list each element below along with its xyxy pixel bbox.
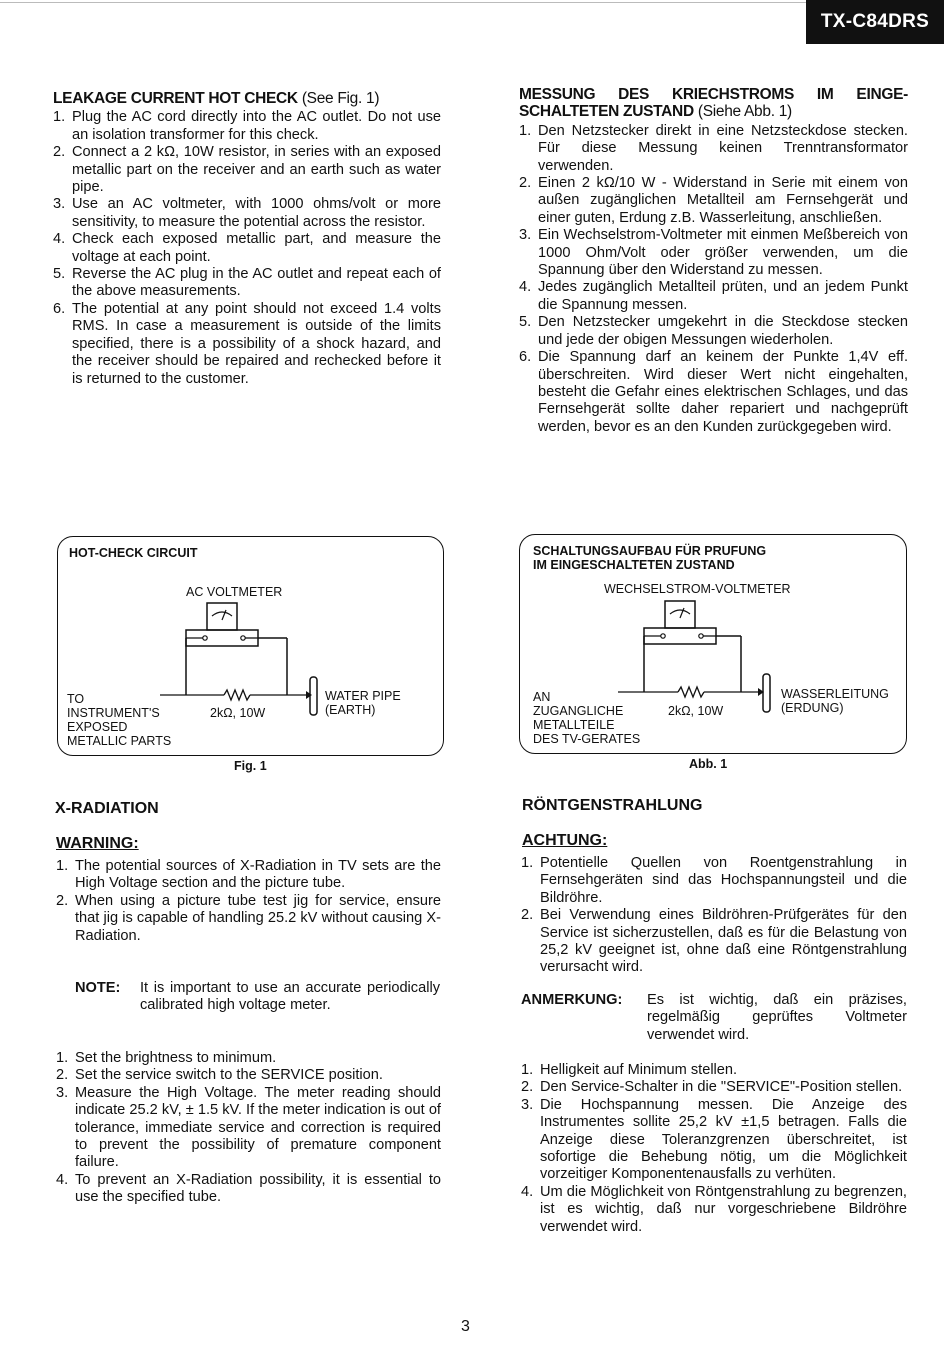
list-item: 3. Ein Wechselstrom-Voltmeter mit einmen Meßbereich von 1000 Ohm/Volt oder größer verwenden, um die Spannung über den Widerstand zu messen. <box>519 227 908 279</box>
list-item: 6. The potential at any point should not exceed 1.4 volts RMS. In case a measurement is outside of the limits specified, there is a possibility of a shock hazard, and the receiver should be repaired and rechecked before it is returned to the customer. <box>53 300 441 387</box>
en-note-text: It is important to use an accurate periodically calibrated high voltage meter. <box>140 980 440 1014</box>
list-item: 1. Helligkeit auf Minimum stellen. <box>521 1062 738 1078</box>
de-steps-list <box>521 1062 907 1236</box>
list-item: 5. Den Netzstecker umgekehrt in die Steckdose stecken und jede der obigen Messungen wiederholen. <box>519 314 908 348</box>
en-voltmeter-label: AC VOLTMETER <box>186 585 283 599</box>
en-leakage-section <box>53 90 441 388</box>
resistor-icon <box>678 687 704 697</box>
en-right-labels: WATER PIPE (EARTH) <box>325 689 401 717</box>
en-figure-title: HOT-CHECK CIRCUIT <box>69 546 198 560</box>
de-xray-list <box>521 855 907 977</box>
list-item: 5. Reverse the AC plug in the AC outlet and repeat each of the above measurements. <box>53 266 441 300</box>
en-leakage-heading <box>53 90 441 107</box>
list-item: 4. To prevent an X-Radiation possibility, it is essential to use the specified tube. <box>56 1171 441 1206</box>
de-xray-title: RÖNTGENSTRAHLUNG <box>522 797 703 814</box>
de-leakage-heading <box>519 86 908 121</box>
de-figure-title: SCHALTUNGSAUFBAU FÜR PRUFUNG IM EINGESCHALTETEN ZUSTAND <box>533 544 767 572</box>
water-pipe-icon <box>310 677 317 715</box>
list-item: 1. Plug the AC cord directly into the AC outlet. Do not use an isolation transformer for this check. <box>53 109 441 143</box>
top-rule <box>0 2 806 3</box>
water-pipe-icon <box>763 674 770 712</box>
list-item: 1. Den Netzstecker direkt in eine Netzsteckdose stecken. Für diese Messung keinen Trenntransformator verwenden. <box>519 122 908 174</box>
de-note-label: ANMERKUNG: <box>521 992 623 1008</box>
en-xray-steps <box>56 1050 441 1207</box>
de-note-text: Es ist wichtig, daß ein präzises, regelmäßig geprüftes Voltmeter verwendet wird. <box>647 992 907 1043</box>
de-warning-label: ACHTUNG: <box>522 832 608 849</box>
en-warning-label: WARNING: <box>56 835 139 852</box>
list-item: 2. When using a picture tube test jig for service, ensure that jig is capable of handling 25.2 kV without causing X-Radiation. <box>56 892 441 944</box>
en-note-label: NOTE: <box>75 980 121 996</box>
en-resistor-label: 2kΩ, 10W <box>210 706 266 720</box>
list-item: 2. Bei Verwendung eines Bildröhren-Prüfgerätes für den Service ist sicherzustellen, daß es für die Belastung von 25,2 kV geeignet ist, ohne daß eine Röntgenstrahlung verursacht wird. <box>521 907 907 976</box>
list-item: 2. Einen 2 kΩ/10 W - Widerstand in Serie mit einem von außen zugänglichen Metallteil am Fernsehgerät und einer guten, Erdung z.B. Wasserleitung, anschließen. <box>519 175 908 226</box>
de-leakage-title: MESSUNG DES KRIECHSTROMS IM EINGE-SCHALTETEN ZUSTAND <box>519 86 908 121</box>
list-item: 2. Den Service-Schalter in die "SERVICE"-Position stellen. <box>521 1079 903 1096</box>
list-item: 3. Use an AC voltmeter, with 1000 ohms/volt or more sensitivity, to measure the potential across the resistor. <box>53 196 441 230</box>
voltmeter-icon <box>207 603 237 630</box>
en-left-labels: TO INSTRUMENT'S EXPOSED METALLIC PARTS <box>67 692 172 748</box>
de-note <box>521 992 907 1044</box>
en-steps-list <box>56 1050 441 1207</box>
list-item: 1. Set the brightness to minimum. <box>56 1050 277 1066</box>
model-label: TX-C84DRS <box>806 0 944 44</box>
resistor-icon <box>224 690 250 700</box>
de-leakage-list <box>519 123 908 436</box>
en-xray-title: X-RADIATION <box>55 800 159 817</box>
de-xray-items <box>521 855 907 977</box>
voltmeter-icon <box>665 601 695 628</box>
de-left-labels: AN ZUGANGLICHE METALLTEILE DES TV-GERATES <box>533 690 641 746</box>
de-voltmeter-label: WECHSELSTROM-VOLTMETER <box>604 582 791 596</box>
de-right-labels: WASSERLEITUNG (ERDUNG) <box>781 687 889 715</box>
de-resistor-label: 2kΩ, 10W <box>668 704 724 718</box>
list-item: 1. Potentielle Quellen von Roentgenstrahlung in Fernsehgeräten sind das Hochspannungsteil und die Bildröhre. <box>521 855 907 906</box>
en-leakage-list <box>53 109 441 388</box>
en-xray-items <box>56 858 441 945</box>
page-number: 3 <box>461 1318 470 1335</box>
list-item: 6. Die Spannung darf an keinem der Punkte 1,4V eff. überschreiten. Wird dieser Wert nicht eingehalten, besteht die Gefahr eines elektrischen Schlages, und das Fernsehgerät sollte daher repariert und nachgeprüft werden, bevor es an den Kunden zurückgegeben wird. <box>519 349 908 435</box>
list-item: 4. Jedes zugänglich Metallteil prüten, und an jedem Punkt die Spannung messen. <box>519 279 908 313</box>
de-leakage-title-ref: (Siehe Abb. 1) <box>693 103 792 121</box>
list-item: 3. Measure the High Voltage. The meter reading should indicate 25.2 kV, ± 1.5 kV. If the meter indication is out of tolerance, immediate service and correction is required to prevent the possibility of premature component failure. <box>56 1084 441 1171</box>
en-leakage-title: LEAKAGE CURRENT HOT CHECK <box>53 90 298 107</box>
en-figure-caption: Fig. 1 <box>234 759 267 773</box>
en-xray-list <box>56 858 441 945</box>
list-item: 3. Die Hochspannung messen. Die Anzeige des Instrumentes sollite 25,2 kV ±1,5 betragen. Falls die Anzeige diese Toleranzgrenzen überschreitet, ist sofortige die Behebung nötig, um die Möglichkeit vorzeitiger Komponentenausfalls zu verhüten. <box>521 1096 907 1183</box>
en-note <box>75 980 440 1015</box>
de-xray-steps <box>521 1062 907 1236</box>
list-item: 2. Set the service switch to the SERVICE position. <box>56 1067 383 1084</box>
list-item: 2. Connect a 2 kΩ, 10W resistor, in series with an exposed metallic part on the receiver and an earth such as water pipe. <box>53 144 441 196</box>
list-item: 4. Check each exposed metallic part, and measure the voltage at each point. <box>53 231 441 265</box>
de-leakage-section <box>519 86 908 436</box>
list-item: 1. The potential sources of X-Radiation in TV sets are the High Voltage section and the picture tube. <box>56 858 441 892</box>
en-leakage-title-ref: (See Fig. 1) <box>297 90 380 107</box>
list-item: 4. Um die Möglichkeit von Röntgenstrahlung zu begrenzen, ist es wichtig, daß nur vorgeschriebene Bildröhre verwendet wird. <box>521 1183 907 1235</box>
de-figure-caption: Abb. 1 <box>689 757 728 771</box>
